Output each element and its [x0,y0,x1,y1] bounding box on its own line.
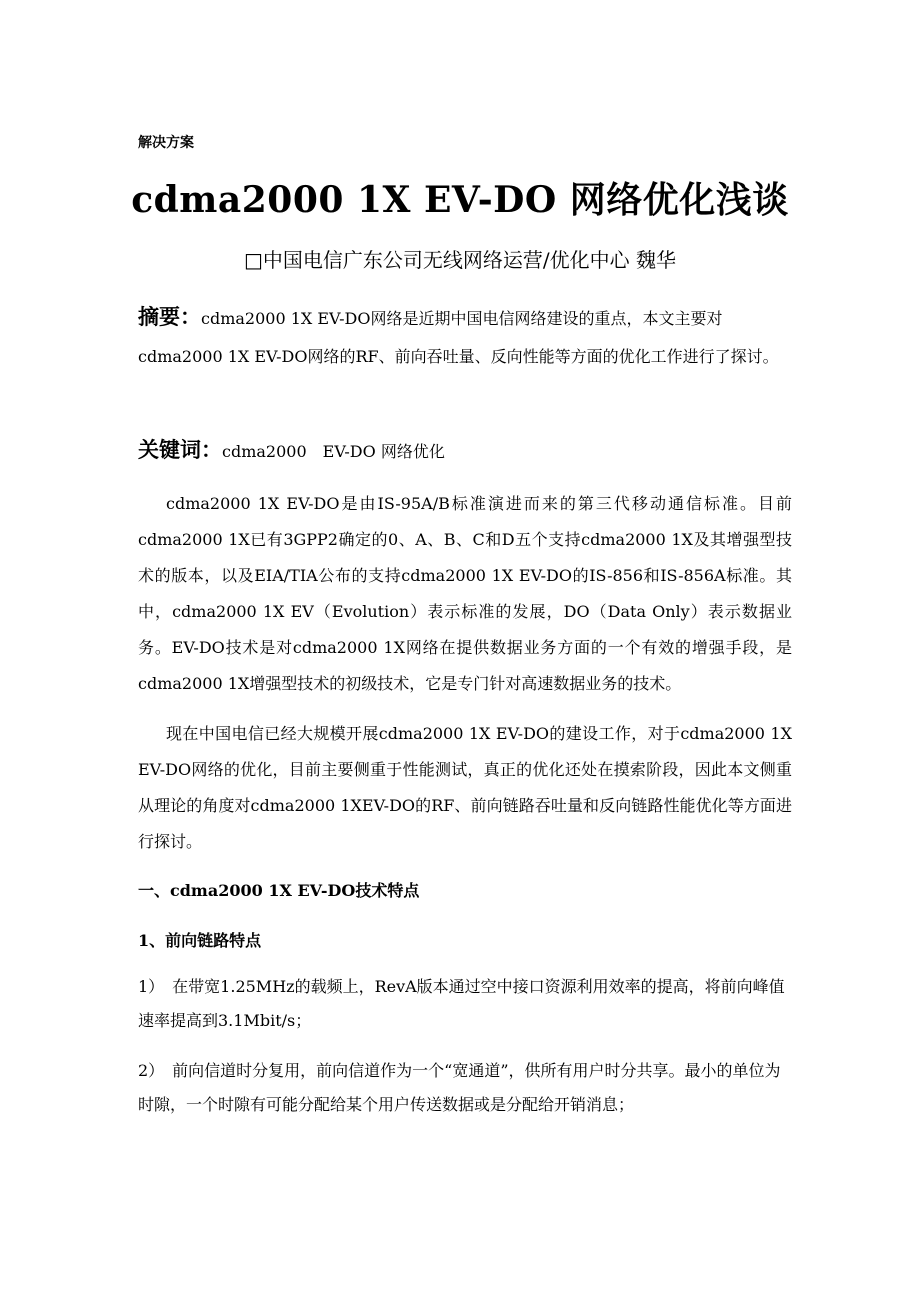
list-item: 1） 在带宽1.25MHz的载频上，RevA版本通过空中接口资源利用效率的提高，将前向峰值速率提高到3.1Mbit/s； [138,977,785,1030]
abstract-label: 摘要： [138,304,201,329]
body-paragraph: 现在中国电信已经大规模开展cdma2000 1X EV-DO的建设工作，对于cdma2000 1X EV-DO网络的优化，目前主要侧重于性能测试，真正的优化还处在摸索阶段，因此本文侧重从理论的角度对cdma2000 1XEV-DO的RF、前向链路吞吐量和反向链路性能优化等方面进行探讨。 [138,724,792,851]
subsection-heading: 1、前向链路特点 [138,931,262,950]
keywords-label: 关键词： [138,437,222,462]
body-paragraph: cdma2000 1X EV-DO是由IS-95A/B标准演进而来的第三代移动通信标准。目前cdma2000 1X已有3GPP2确定的0、A、B、C和D五个支持cdma2000 1X及其增强型技术的版本，以及EIA/TIA公布的支持cdma2000 1X EV-DO的IS-856和IS-856A标准。其中，cdma2000 1X EV（Evolution）表示标准的发展，DO（Data Only）表示数据业务。EV-DO技术是对cdma2000 1X网络在提供数据业务方面的一个有效的增强手段，是cdma2000 1X增强型技术的初级技术，它是专门针对高速数据业务的技术。 [138,494,792,693]
keywords-text: cdma2000 EV-DO 网络优化 [222,442,445,461]
list-item: 2） 前向信道时分复用，前向信道作为一个“宽通道”，供所有用户时分共享。最小的单位为时隙，一个时隙有可能分配给某个用户传送数据或是分配给开销消息； [138,1061,781,1114]
article-title: cdma2000 1X EV-DO 网络优化浅谈 [131,179,789,221]
section-heading: 一、cdma2000 1X EV-DO技术特点 [138,881,420,900]
document-category: 解决方案 [138,135,194,151]
abstract-block [138,298,792,376]
article-author: □中国电信广东公司无线网络运营/优化中心 魏华 [244,248,676,272]
keywords-block [138,434,445,464]
abstract-text: cdma2000 1X EV-DO网络是近期中国电信网络建设的重点，本文主要对cdma2000 1X EV-DO网络的RF、前向吞吐量、反向性能等方面的优化工作进行了探讨。 [138,309,779,366]
